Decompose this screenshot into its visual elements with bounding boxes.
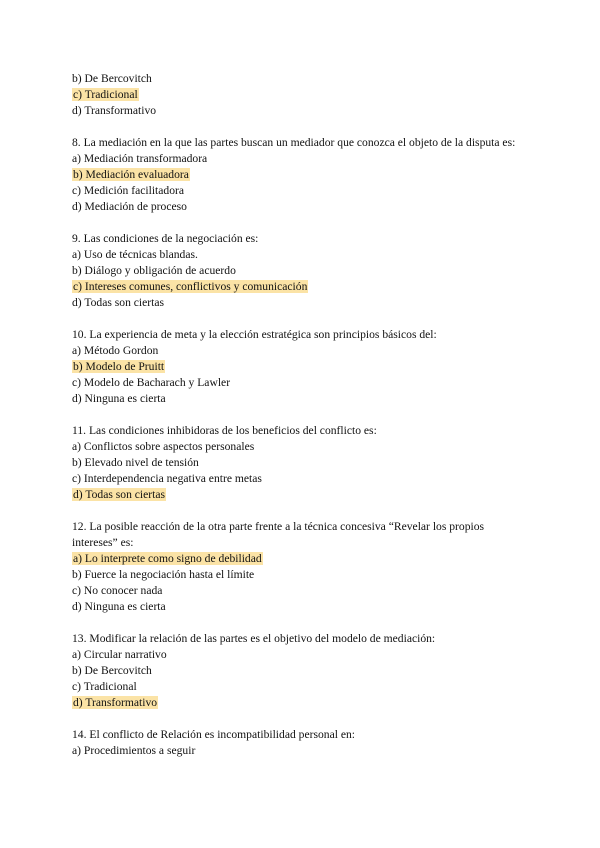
option-b: b) Diálogo y obligación de acuerdo: [72, 264, 236, 277]
option-b: [72, 359, 528, 375]
question-text: 11. Las condiciones inhibidoras de los beneficios del conflicto es:: [72, 424, 377, 437]
option-b: [72, 167, 528, 183]
option-c: [72, 279, 528, 295]
previous-question-options: [72, 71, 528, 119]
option-d: d) Todas son ciertas: [72, 296, 165, 309]
option-a: [72, 551, 528, 567]
option-d: d) Ninguna es cierta: [72, 392, 166, 405]
option-c: c) Tradicional: [72, 680, 137, 693]
question-text: 14. El conflicto de Relación es incompatibilidad personal en:: [72, 728, 355, 741]
question-13: [72, 631, 528, 711]
option-c: c) Modelo de Bacharach y Lawler: [72, 376, 231, 389]
option-c: c) Medición facilitadora: [72, 184, 185, 197]
highlighted-answer: a) Lo interprete como signo de debilidad: [73, 552, 262, 565]
option-b: b) Elevado nivel de tensión: [72, 456, 199, 469]
highlighted-answer: b) Modelo de Pruitt: [73, 360, 165, 373]
document-content: [72, 71, 528, 775]
option-c: c) Interdependencia negativa entre metas: [72, 472, 262, 485]
option-a: a) Circular narrativo: [72, 648, 167, 661]
option-c: [72, 87, 528, 103]
option-a: a) Conflictos sobre aspectos personales: [72, 440, 255, 453]
question-11: [72, 423, 528, 503]
option-d: d) Mediación de proceso: [72, 200, 187, 213]
option-b: b) De Bercovitch: [72, 664, 152, 677]
option-b: b) De Bercovitch: [72, 72, 152, 85]
question-8: [72, 135, 528, 215]
highlighted-answer: d) Todas son ciertas: [73, 488, 166, 501]
option-a: a) Método Gordon: [72, 344, 159, 357]
option-c: c) No conocer nada: [72, 584, 163, 597]
option-d: [72, 695, 528, 711]
option-a: a) Uso de técnicas blandas.: [72, 248, 198, 261]
option-d: [72, 487, 528, 503]
question-10: [72, 327, 528, 407]
question-text: 8. La mediación en la que las partes buscan un mediador que conozca el objeto de la disputa es:: [72, 136, 516, 149]
highlighted-answer: d) Transformativo: [73, 696, 158, 709]
question-text: 13. Modificar la relación de las partes es el objetivo del modelo de mediación:: [72, 632, 436, 645]
option-d: d) Ninguna es cierta: [72, 600, 166, 613]
question-9: [72, 231, 528, 311]
question-12: [72, 519, 528, 615]
question-text: 9. Las condiciones de la negociación es:: [72, 232, 259, 245]
highlighted-answer: c) Intereses comunes, conflictivos y comunicación: [73, 280, 308, 293]
question-14: [72, 727, 528, 759]
option-d: d) Transformativo: [72, 104, 157, 117]
option-a: a) Procedimientos a seguir: [72, 744, 196, 757]
question-text: 10. La experiencia de meta y la elección estratégica son principios básicos del:: [72, 328, 437, 341]
question-text: 12. La posible reacción de la otra parte frente a la técnica concesiva “Revelar los propios intereses” es:: [72, 520, 485, 549]
highlighted-answer: c) Tradicional: [73, 88, 138, 101]
option-a: a) Mediación transformadora: [72, 152, 208, 165]
option-b: b) Fuerce la negociación hasta el límite: [72, 568, 255, 581]
highlighted-answer: b) Mediación evaluadora: [73, 168, 189, 181]
